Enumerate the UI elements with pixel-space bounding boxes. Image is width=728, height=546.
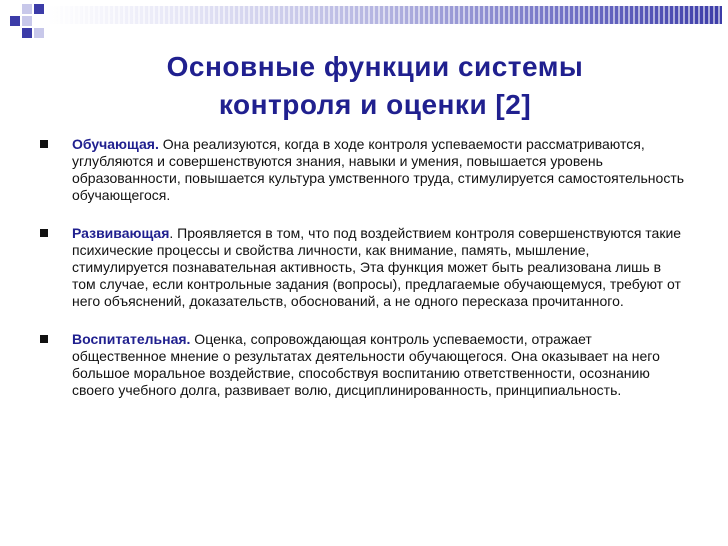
item-text-educational: Оценка, сопровождающая контроль успеваемости, отражает общественное мнение о результатах деятельности обучающегося. Она оказывает на него большое моральное воздействие, способствуя воспитанию ответственности, осознанию своего учебного долга, развивает волю, дисциплинированность, принципиальность.: [72, 331, 660, 398]
decor-square-2: [34, 4, 44, 14]
decor-square-5: [22, 28, 32, 38]
decor-square-4: [22, 16, 32, 26]
list-item-developing: [38, 225, 688, 310]
term-teaching: Обучающая.: [72, 136, 159, 152]
slide-title: [60, 48, 690, 124]
decor-square-6: [34, 28, 44, 38]
header-stripe-bar: [48, 6, 722, 24]
function-list: [38, 136, 688, 420]
list-item-teaching: [38, 136, 688, 204]
title-line-2: контроля и оценки [2]: [218, 89, 532, 120]
decor-square-3: [10, 16, 20, 26]
item-text-teaching: Она реализуются, когда в ходе контроля успеваемости рассматриваются, углубляются и совершенствуются знания, навыки и умения, повышается уровень образованности, повышается культура умственного труда, стимулируется самостоятельность обучающегося.: [72, 136, 685, 203]
term-developing: Развивающая: [72, 225, 170, 241]
square-bullet-icon: [40, 140, 48, 148]
square-bullet-icon: [40, 229, 48, 237]
item-text-developing: . Проявляется в том, что под воздействием контроля совершенствуются такие психические процессы и свойства личности, как внимание, память, мышление, стимулируется познавательная активность, Эта функция может быть реализована лишь в том случае, если контрольные задания (вопросы), предлагаемые обучающемуся, требуют от него объяснений, доказательств, обоснований, а не одного пересказа прочитанного.: [72, 225, 682, 309]
decor-square-1: [22, 4, 32, 14]
square-bullet-icon: [40, 335, 48, 343]
title-line-1: Основные функции системы: [166, 51, 584, 82]
term-educational: Воспитательная.: [72, 331, 191, 347]
list-item-educational: [38, 331, 688, 399]
